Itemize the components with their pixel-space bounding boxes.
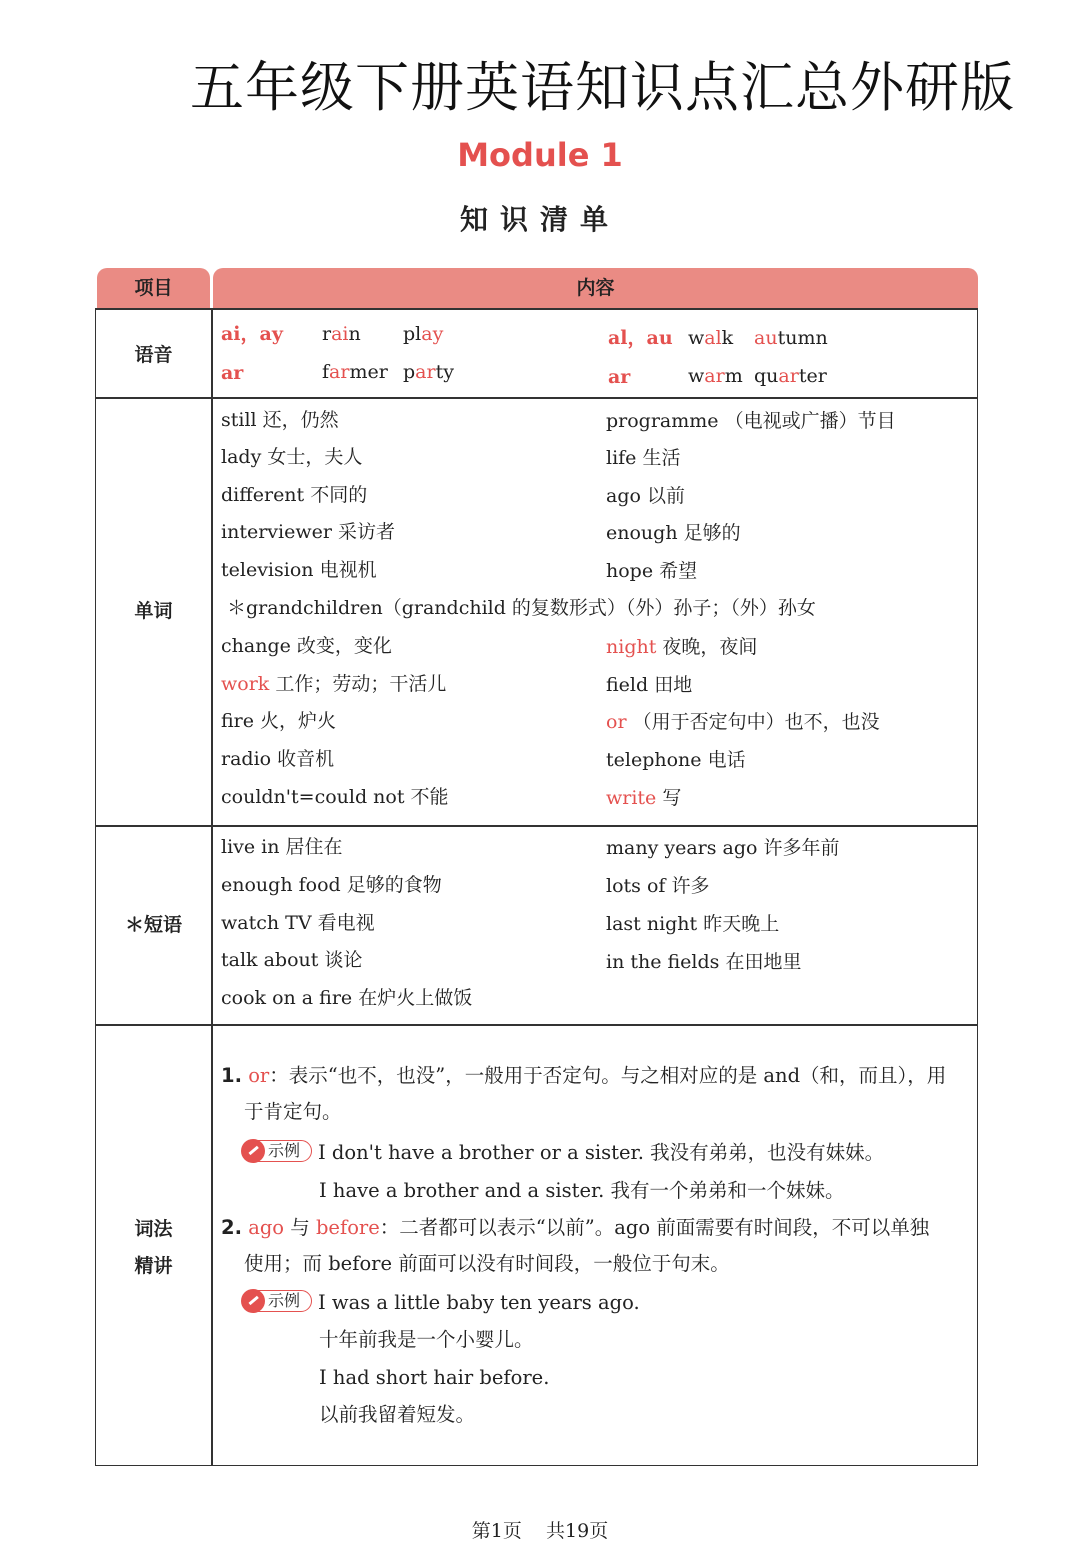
row-divider bbox=[96, 825, 977, 827]
example-line: 十年前我是一个小婴儿。 bbox=[319, 1328, 534, 1351]
module-title: Module 1 bbox=[457, 136, 623, 174]
phonics-word: farmer bbox=[322, 361, 388, 383]
word-entry: enough 足够的 bbox=[606, 522, 741, 544]
example-badge: 示例 bbox=[242, 1290, 312, 1312]
word-entry: interviewer 采访者 bbox=[221, 521, 395, 543]
phrase-entry: enough food 足够的食物 bbox=[221, 874, 442, 896]
phrase-entry: live in 居住在 bbox=[221, 836, 343, 858]
page-number: 第1页 bbox=[471, 1520, 522, 1542]
page-footer bbox=[0, 1516, 1080, 1543]
word-entry: or （用于否定句中）也不，也没 bbox=[606, 711, 880, 733]
word-entry: life 生活 bbox=[606, 447, 681, 469]
section-title: 知识清单 bbox=[459, 203, 620, 236]
example-line: I have a brother and a sister. 我有一个弟弟和一个妹妹。 bbox=[319, 1179, 845, 1202]
phrases-label: ＊短语 bbox=[124, 914, 182, 936]
phonics-word: autumn bbox=[754, 327, 828, 349]
page-title: 五年级下册英语知识点汇总外研版 bbox=[190, 56, 1015, 119]
grammar-point: 1. or：表示“也不，也没”，一般用于否定句。与之相对应的是 and（和，而且），用 bbox=[221, 1064, 947, 1087]
row-divider bbox=[96, 397, 977, 399]
phonics-key: al，au bbox=[608, 327, 673, 349]
word-entry: telephone 电话 bbox=[606, 749, 746, 771]
word-entry: field 田地 bbox=[606, 674, 693, 696]
phonics-label: 语音 bbox=[134, 344, 173, 366]
example-line: 以前我留着短发。 bbox=[319, 1403, 476, 1426]
word-entry: radio 收音机 bbox=[221, 748, 335, 770]
phrase-entry: talk about 谈论 bbox=[221, 949, 363, 971]
word-entry: work 工作；劳动；干活儿 bbox=[221, 673, 447, 695]
word-entry: television 电视机 bbox=[221, 559, 377, 581]
phonics-key: ar bbox=[221, 362, 244, 384]
grammar-point: 2. ago 与 before：二者都可以表示“以前”。ago 前面需要有时间段，不可以单独 bbox=[221, 1216, 930, 1239]
phonics-word: rain bbox=[322, 323, 361, 345]
phrase-entry: in the fields 在田地里 bbox=[606, 951, 802, 973]
word-entry: fire 火，炉火 bbox=[221, 710, 337, 732]
word-entry-wide: ＊grandchildren（grandchild 的复数形式）（外）孙子；（外）孙女 bbox=[227, 597, 816, 619]
header-content: 内容 bbox=[213, 268, 978, 308]
knowledge-table bbox=[95, 268, 978, 1465]
table-body bbox=[95, 308, 978, 1466]
column-divider bbox=[211, 310, 213, 1465]
example-badge: 示例 bbox=[242, 1140, 312, 1162]
phrase-entry: many years ago 许多年前 bbox=[606, 837, 840, 859]
pencil-icon bbox=[241, 1289, 265, 1313]
phonics-key: ar bbox=[608, 366, 631, 388]
grammar-point-cont: 使用；而 before 前面可以没有时间段，一般位于句末。 bbox=[244, 1252, 730, 1275]
example: 示例 I don't have a brother or a sister. 我没有弟弟，也没有妹妹。 bbox=[242, 1140, 884, 1165]
phrase-entry: lots of 许多 bbox=[606, 875, 710, 897]
phonics-word: warm bbox=[688, 365, 743, 387]
grammar-point-cont: 于肯定句。 bbox=[244, 1100, 342, 1123]
word-entry: write 写 bbox=[606, 787, 682, 809]
phrase-entry: last night 昨天晚上 bbox=[606, 913, 780, 935]
word-entry: couldn't=could not 不能 bbox=[221, 786, 449, 808]
example: 示例 I was a little baby ten years ago. bbox=[242, 1290, 640, 1315]
example-line: I had short hair before. bbox=[319, 1366, 550, 1389]
word-entry: ago 以前 bbox=[606, 485, 685, 507]
row-divider bbox=[96, 1024, 977, 1026]
word-entry: change 改变，变化 bbox=[221, 635, 392, 657]
phonics-word: play bbox=[403, 323, 444, 345]
word-entry: lady 女士，夫人 bbox=[221, 446, 363, 468]
word-entry: different 不同的 bbox=[221, 484, 368, 506]
word-entry: still 还，仍然 bbox=[221, 409, 339, 431]
phrase-entry: cook on a fire 在炉火上做饭 bbox=[221, 987, 473, 1009]
grammar-label: 精讲 bbox=[134, 1255, 173, 1277]
pencil-icon bbox=[241, 1139, 265, 1163]
phonics-key: ai，ay bbox=[221, 323, 283, 345]
word-entry: programme （电视或广播）节目 bbox=[606, 410, 896, 432]
phonics-word: walk bbox=[688, 327, 734, 349]
phonics-word: party bbox=[403, 361, 454, 383]
page-total: 共19页 bbox=[546, 1520, 609, 1542]
header-item: 项目 bbox=[97, 268, 210, 308]
word-entry: night 夜晚，夜间 bbox=[606, 636, 758, 658]
grammar-label: 词法 bbox=[134, 1218, 173, 1240]
table-header bbox=[95, 268, 978, 308]
words-label: 单词 bbox=[134, 600, 173, 622]
phrase-entry: watch TV 看电视 bbox=[221, 912, 375, 934]
word-entry: hope 希望 bbox=[606, 560, 698, 582]
phonics-word: quarter bbox=[754, 365, 827, 387]
